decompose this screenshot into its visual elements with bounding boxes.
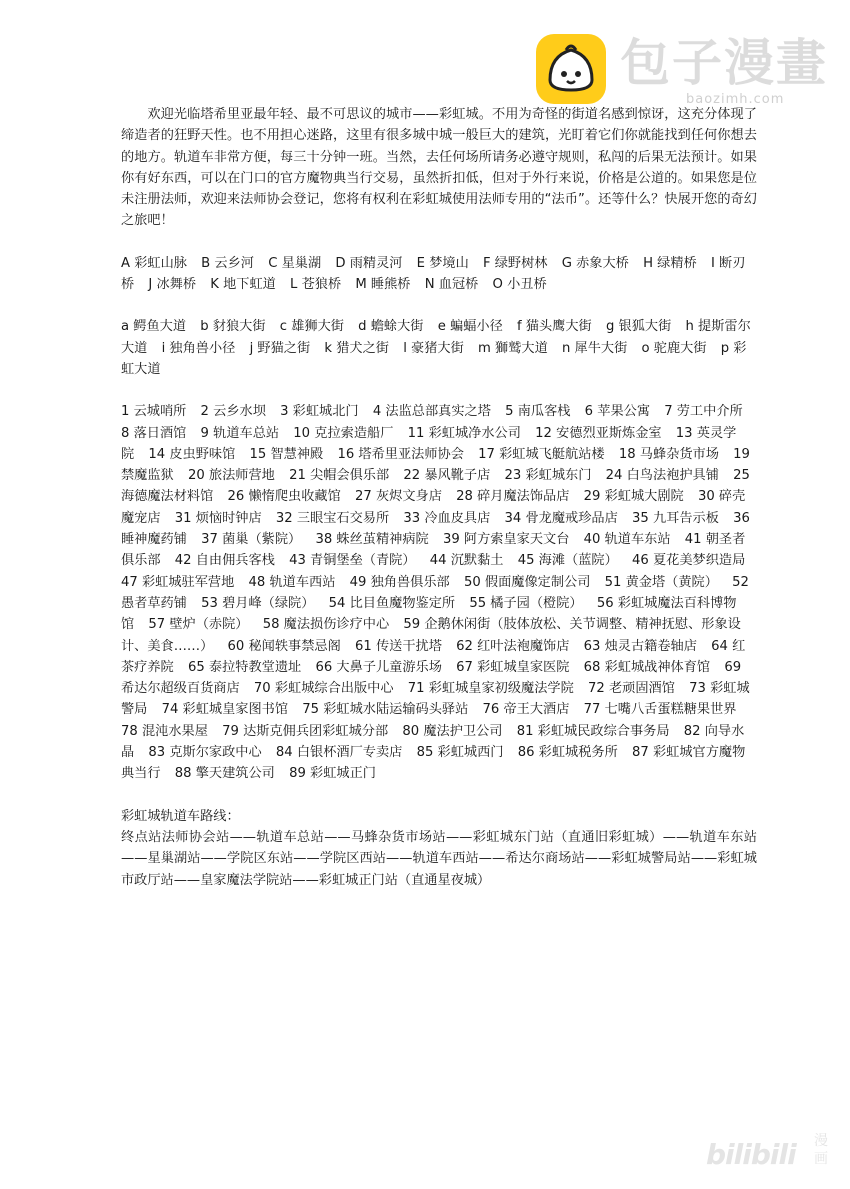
place-item: 46 夏花美梦织造局 (632, 553, 746, 569)
place-item: 71 彩虹城皇家初级魔法学院 (407, 681, 574, 697)
place-item: 66 大鼻子儿童游乐场 (315, 659, 442, 675)
place-item: 17 彩虹城飞艇航站楼 (478, 446, 605, 462)
region-item: D 雨精灵河 (335, 255, 403, 271)
street-item: c 雄狮大街 (279, 319, 344, 335)
place-item: 28 碎月魔法饰品店 (456, 489, 570, 505)
place-item: 8 落日酒馆 (121, 425, 187, 441)
place-item: 12 安德烈亚斯炼金室 (535, 425, 662, 441)
place-item: 37 菌巢（紫院） (201, 532, 302, 548)
region-item: N 血冠桥 (424, 277, 479, 293)
region-item: O 小丑桥 (492, 277, 547, 293)
route-text: 终点站法师协会站——轨道车总站——马蜂杂货市场站——彩虹城东门站（直通旧彩虹城）——轨道车东站——星巢湖站——学院区东站——学院区西站——轨道车西站——希达尔商场站——彩虹城警局站——彩虹城市政厅站——皇家魔法学院站——彩虹城正门站（直通星夜城） (121, 829, 757, 888)
place-item: 51 黄金塔（黄院） (604, 574, 718, 590)
place-list (121, 401, 757, 784)
place-item: 29 彩虹城大剧院 (583, 489, 684, 505)
intro-paragraph: 欢迎光临塔希里亚最年轻、最不可思议的城市——彩虹城。不用为奇怪的街道名感到惊讶，这充分体现了缔造者的狂野天性。也不用担心迷路，这里有很多城中城一般巨大的建筑，光盯着它们你就能找到任何你想去的地方。轨道车非常方便，每三十分钟一班。当然，去任何场所请务必遵守规则，私闯的后果无法预计。如果你有好东西，可以在门口的官方魔物典当行交易，虽然折扣低，但对于外行来说，价格是公道的。如果您是位未注册法师，欢迎来法师协会登记，您将有权利在彩虹城使用法师专用的“法币”。还等什么？快展开您的奇幻之旅吧！ (121, 107, 757, 229)
place-item: 64 红茶疗养院 (121, 638, 746, 675)
place-item: 76 帝王大酒店 (482, 702, 570, 718)
place-item: 34 骨龙魔戒珍品店 (504, 510, 618, 526)
place-item: 23 彩虹城东门 (504, 468, 592, 484)
street-item: k 猎犬之街 (324, 340, 389, 356)
bun-mascot-icon (536, 34, 606, 104)
place-item: 81 彩虹城民政综合事务局 (516, 723, 670, 739)
region-item: K 地下虹道 (210, 277, 276, 293)
place-item: 10 克拉索造船厂 (293, 425, 394, 441)
street-item: g 银狐大街 (605, 319, 672, 335)
place-item: 63 烛灵古籍卷轴店 (583, 638, 697, 654)
place-item: 52 愚者草药铺 (121, 574, 749, 611)
place-item: 70 彩虹城综合出版中心 (253, 681, 394, 697)
region-item: I 断刃桥 (121, 255, 746, 293)
place-item: 36 睡神魔药铺 (121, 510, 750, 548)
place-item: 88 擎天建筑公司 (174, 766, 275, 782)
site-logo (536, 32, 826, 112)
place-item: 33 冷血皮具店 (403, 510, 491, 526)
place-item: 68 彩虹城战神体育馆 (583, 659, 711, 675)
watermark-text: bilibili (706, 1138, 796, 1171)
place-item: 55 橘子园（橙院） (469, 595, 583, 611)
place-item: 49 独角兽俱乐部 (349, 574, 450, 590)
place-item: 74 彩虹城皇家图书馆 (161, 702, 289, 718)
place-item: 35 九耳告示板 (632, 510, 719, 526)
place-item: 40 轨道车东站 (583, 532, 671, 548)
place-item: 6 苹果公寓 (584, 404, 651, 420)
place-item: 15 智慧神殿 (249, 446, 324, 462)
place-item: 47 彩虹城驻军营地 (121, 574, 235, 590)
place-item: 75 彩虹城水陆运输码头驿站 (302, 702, 469, 718)
place-item: 19 禁魔监狱 (121, 446, 750, 484)
place-item: 85 彩虹城西门 (416, 745, 504, 761)
place-item: 60 秘闻轶事禁忌阁 (227, 638, 341, 654)
logo-url: baozimh.com (686, 92, 785, 107)
place-item: 38 蛛丝茧精神病院 (315, 532, 429, 548)
place-item: 9 轨道车总站 (200, 425, 280, 441)
region-list (121, 253, 757, 296)
place-item: 31 烦恼时钟店 (174, 510, 262, 526)
place-item: 18 马蜂杂货市场 (618, 446, 719, 462)
place-item: 59 企鹅休闲街（肢体放松、关节调整、精神抚慰、形象设计、美食……） (121, 617, 741, 654)
region-item: C 星巢湖 (268, 255, 322, 271)
street-item: f 猫头鹰大街 (516, 319, 592, 335)
place-item: 67 彩虹城皇家医院 (456, 659, 570, 675)
region-item: J 冰舞桥 (148, 277, 197, 293)
place-item: 26 懒惰爬虫收藏馆 (227, 489, 341, 505)
place-item: 41 朝圣者俱乐部 (121, 532, 746, 569)
place-item: 50 假面魔像定制公司 (463, 574, 591, 590)
region-item: F 绿野树林 (482, 255, 548, 271)
place-item: 27 灰烬文身店 (355, 489, 442, 505)
street-item: o 驼鹿大街 (641, 340, 707, 356)
place-item: 58 魔法损伤诊疗中心 (262, 617, 390, 633)
street-item: p 彩虹大道 (121, 340, 747, 377)
document-body (121, 104, 757, 891)
place-item: 72 老顽固酒馆 (588, 681, 675, 697)
street-item: d 蟾蜍大街 (358, 319, 424, 335)
street-item: a 鳄鱼大道 (121, 319, 187, 335)
place-item: 4 法监总部真实之塔 (372, 404, 491, 420)
place-item: 3 彩虹城北门 (280, 404, 359, 420)
place-item: 20 旅法师营地 (187, 468, 275, 484)
place-item: 13 英灵学院 (121, 425, 737, 462)
region-item: A 彩虹山脉 (121, 255, 187, 271)
place-item: 83 克斯尔家政中心 (148, 745, 262, 761)
place-item: 77 七嘴八舌蛋糕糖果世界 (583, 702, 737, 718)
place-item: 69 希达尔超级百货商店 (121, 659, 742, 697)
place-item: 32 三眼宝石交易所 (275, 510, 390, 526)
place-item: 30 碎壳魔宠店 (121, 489, 746, 526)
watermark-side-text: 漫画 (814, 1133, 828, 1167)
street-item: n 犀牛大街 (562, 340, 628, 356)
region-item: G 赤象大桥 (561, 255, 629, 271)
street-item: i 独角兽小径 (161, 340, 236, 356)
place-item: 54 比目鱼魔物鉴定所 (328, 595, 456, 611)
region-item: H 绿精桥 (643, 255, 697, 271)
place-item: 48 轨道车西站 (248, 574, 336, 590)
region-item: E 梦境山 (416, 255, 469, 271)
region-item: M 睡熊桥 (355, 277, 411, 293)
place-item: 14 皮虫野味馆 (148, 446, 236, 462)
place-item: 43 青铜堡垒（青院） (289, 553, 416, 569)
place-item: 82 向导水晶 (121, 723, 745, 761)
place-item: 22 暴风靴子店 (403, 468, 491, 484)
street-item: e 蝙蝠小径 (437, 319, 503, 335)
place-item: 84 白银杯酒厂专卖店 (275, 745, 403, 761)
place-item: 65 泰拉特教堂遗址 (187, 659, 302, 675)
place-item: 25 海德魔法材料馆 (121, 468, 750, 505)
bilibili-watermark (706, 1132, 834, 1176)
street-item: l 豪猪大街 (403, 340, 464, 356)
place-item: 62 红叶法袍魔饰店 (456, 638, 570, 654)
street-item: m 獅鹫大道 (478, 340, 548, 356)
region-item: B 云乡河 (201, 255, 254, 271)
place-item: 78 混沌水果屋 (121, 723, 208, 739)
street-item: j 野猫之街 (249, 340, 311, 356)
logo-title: 包子漫畫 (620, 34, 828, 92)
place-item: 1 云城哨所 (121, 404, 187, 420)
place-item: 44 沉默黏土 (429, 553, 504, 569)
route-title: 彩虹城轨道车路线： (121, 808, 240, 824)
place-item: 79 达斯克佣兵团彩虹城分部 (222, 723, 389, 739)
place-item: 24 白鸟法袍护具铺 (605, 468, 719, 484)
region-item: L 苍狼桥 (290, 277, 342, 293)
street-item: b 豺狼大街 (200, 319, 266, 335)
place-item: 16 塔希里亚法师协会 (337, 446, 464, 462)
place-item: 7 劳工中介所 (664, 404, 743, 420)
place-item: 2 云乡水坝 (200, 404, 266, 420)
place-item: 11 彩虹城净水公司 (407, 425, 521, 441)
place-item: 21 尖帽会俱乐部 (289, 468, 390, 484)
street-list (121, 316, 757, 380)
place-item: 61 传送干扰塔 (355, 638, 442, 654)
place-item: 56 彩虹城魔法百科博物馆 (121, 595, 737, 633)
place-item: 57 壁炉（赤院） (148, 617, 249, 633)
place-item: 5 南瓜客栈 (505, 404, 571, 420)
street-item: h 提斯雷尔大道 (121, 319, 751, 356)
place-item: 45 海滩（蓝院） (517, 553, 618, 569)
place-item: 73 彩虹城警局 (121, 681, 750, 718)
place-item: 87 彩虹城官方魔物典当行 (121, 745, 746, 782)
place-item: 39 阿方索皇家天文台 (442, 532, 570, 548)
place-item: 86 彩虹城税务所 (517, 745, 618, 761)
place-item: 42 自由佣兵客栈 (174, 553, 275, 569)
place-item: 89 彩虹城正门 (289, 766, 376, 782)
place-item: 80 魔法护卫公司 (402, 723, 503, 739)
place-item: 53 碧月峰（绿院） (201, 595, 315, 611)
